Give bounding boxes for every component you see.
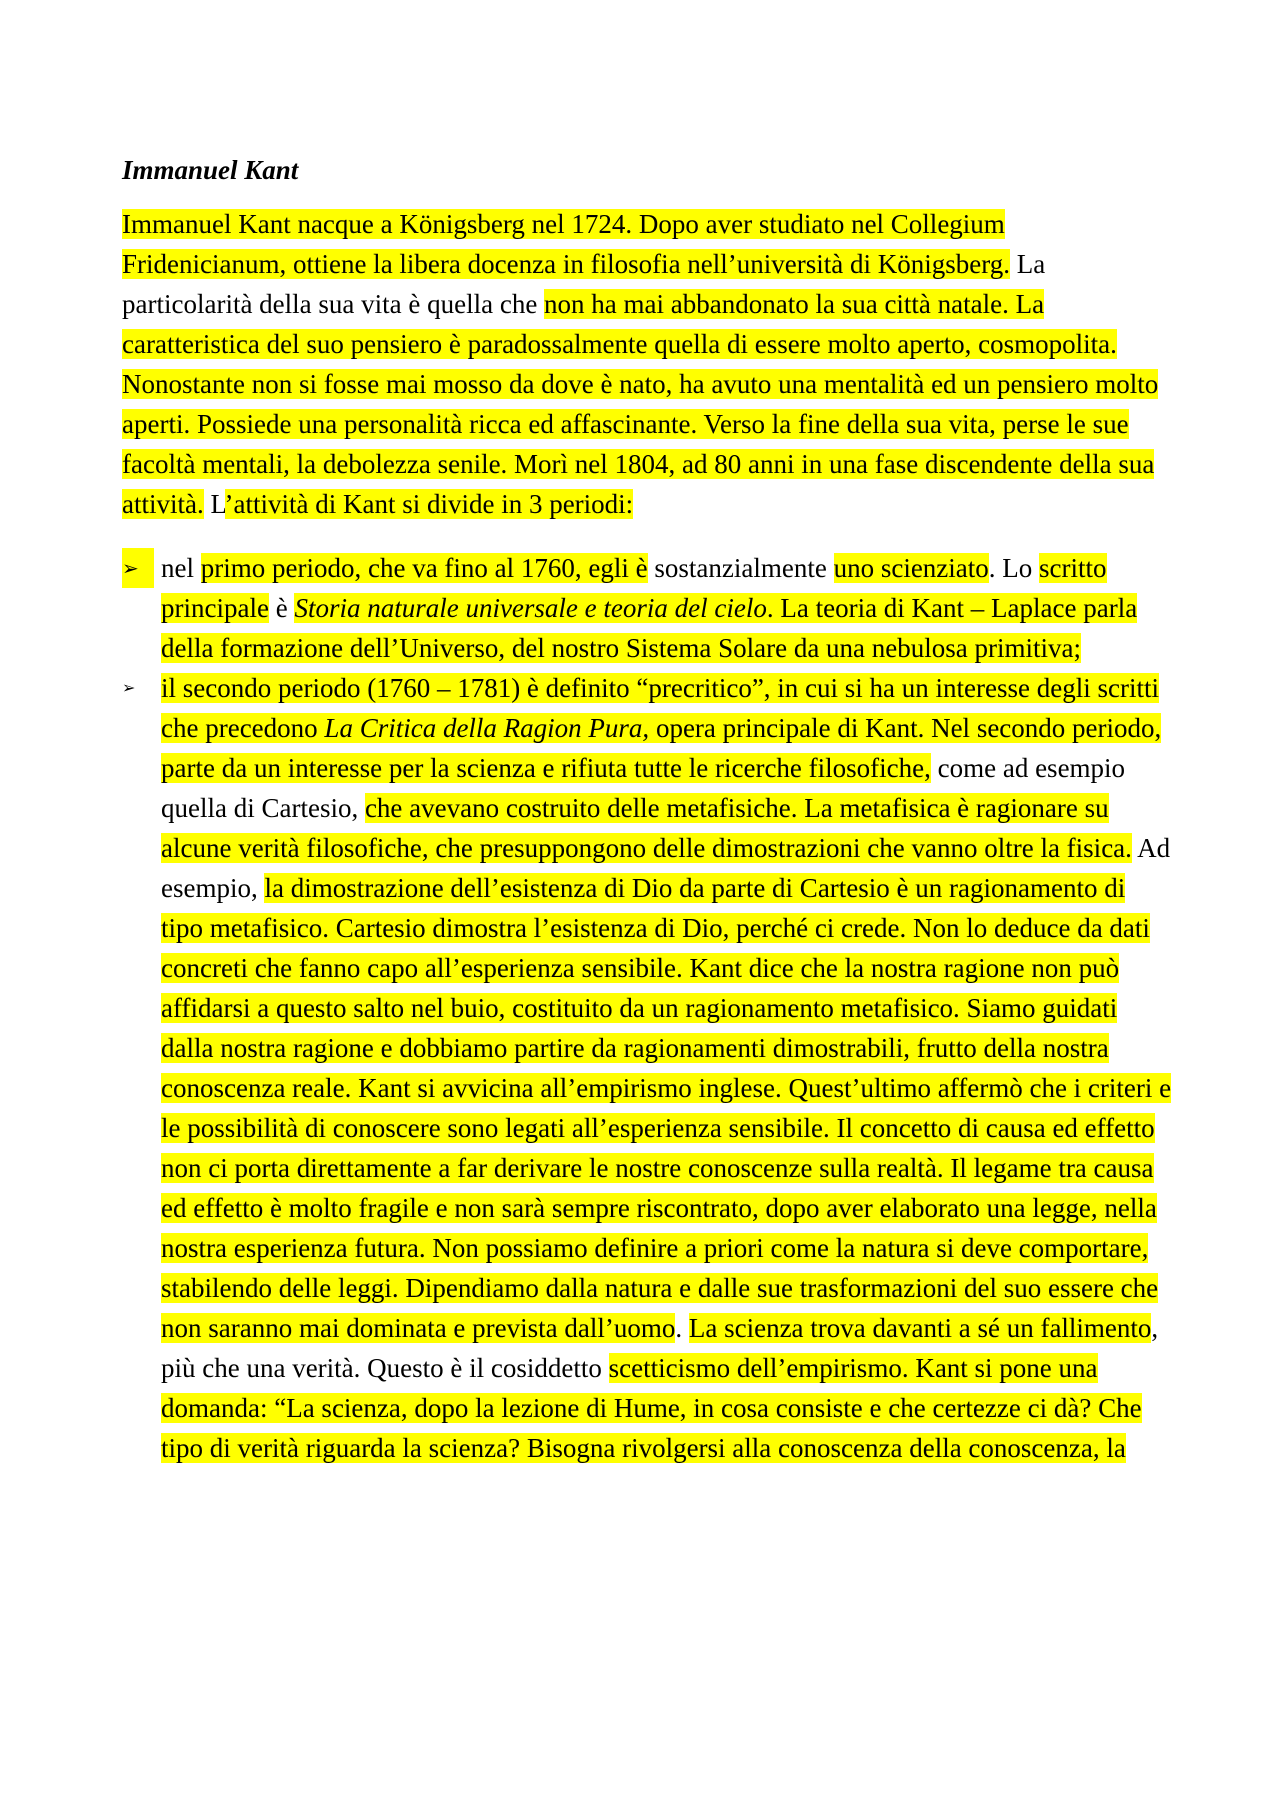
list-segment: è [268,593,295,623]
list-segment: . Lo [988,553,1040,583]
list-segment: La scienza trova davanti a sé un fallimento [688,1313,1152,1343]
list-segment: opera principale di Kant. Nel secondo periodo, parte da un interesse per la scienza e rifiuta tutte le ricerche filosofiche, [161,713,1162,783]
list-segment: primo periodo, che va fino al 1760, egli è [200,553,648,583]
list-segment: , più che una verità. Questo è il cosiddetto [161,1313,1159,1383]
list-segment: scetticismo dell’empirismo. Kant si pone una domanda: “La scienza, dopo la lezione di Hume, in cosa consiste e che certezze ci dà? Che tipo di verità riguarda la scienza? Bisogna rivolgersi alla conoscenza della conoscenza, la [161,1353,1142,1463]
periods-list [122,548,1172,1468]
intro-segment: L [203,489,225,519]
list-item-first-period [122,548,1172,668]
list-segment: la dimostrazione dell’esistenza di Dio da parte di Cartesio è un ragionamento di tipo metafisico. Cartesio dimostra l’esistenza di Dio, perché ci crede. Non lo deduce da dati concreti che fanno capo all’esperienza sensibile. Kant dice che la nostra ragione non può affidarsi a questo salto nel buio, costituito da un ragionamento metafisico. Siamo guidati dalla nostra ragione e dobbiamo partire da ragionamenti dimostrabili, frutto della nostra conoscenza reale. Kant si avvicina all’empirismo inglese. Quest’ultimo affermò che i criteri e le possibilità di conoscere sono legati all’esperienza sensibile. Il concetto di causa ed effetto non ci porta direttamente a far derivare le nostre conoscenze sulla realtà. Il legame tra causa ed effetto è molto fragile e non sarà sempre riscontrato, dopo aver elaborato una legge, nella nostra esperienza futura. Non possiamo definire a priori come la natura si deve comportare, stabilendo delle leggi. Dipendiamo dalla natura e dalle sue trasformazioni del suo essere che non saranno mai dominata e prevista dall’uomo [161,873,1172,1343]
intro-segment: Immanuel Kant nacque a Königsberg nel 1724. Dopo aver studiato nel Collegium Fridenicianum, ottiene la libera docenza in filosofia nell’università di Königsberg. [122,209,1010,279]
arrow-bullet-icon: ➢ [122,678,136,697]
document-body [122,150,1172,1468]
list-segment: il secondo periodo (1760 – 1781) è definito “precritico”, in cui si ha un interesse degli scritti che precedono [161,673,1159,743]
intro-segment: ’attività di Kant si divide in 3 periodi: [224,489,634,519]
list-segment: Ad esempio, [161,833,1171,903]
document-title: Immanuel Kant [122,155,299,185]
book-title-italic: Storia naturale universale e teoria del cielo [294,593,767,623]
list-segment: uno scienziato [833,553,989,583]
list-segment: . La teoria di Kant – Laplace parla della formazione dell’Universo, del nostro Sistema Solare da una nebulosa primitiva; [161,593,1138,663]
arrow-bullet-icon: ➢ [122,548,154,588]
list-item-second-period [122,668,1172,1468]
list-segment: scritto principale [161,553,1107,623]
intro-segment: La particolarità della sua vita è quella che [122,249,1046,319]
book-title-italic: La Critica della Ragion Pura, [324,713,650,743]
list-segment: nel [161,553,201,583]
intro-segment: non ha mai abbandonato la sua città natale. La caratteristica del suo pensiero è paradossalmente quella di essere molto aperto, cosmopolita. Nonostante non si fosse mai mosso da dove è nato, ha avuto una mentalità ed un pensiero molto aperti. Possiede una personalità ricca ed affascinante. Verso la fine della sua vita, perse le sue facoltà mentali, la debolezza senile. Morì nel 1804, ad 80 anni in una fase discendente della sua attività. [122,289,1159,519]
list-segment: sostanzialmente [647,553,834,583]
list-segment: . [675,1313,689,1343]
intro-paragraph [122,204,1172,524]
list-segment: come ad esempio quella di Cartesio, [161,753,1126,823]
list-segment: che avevano costruito delle metafisiche. La metafisica è ragionare su alcune verità filosofiche, che presuppongono delle dimostrazioni che vanno oltre la fisica. [161,793,1132,863]
